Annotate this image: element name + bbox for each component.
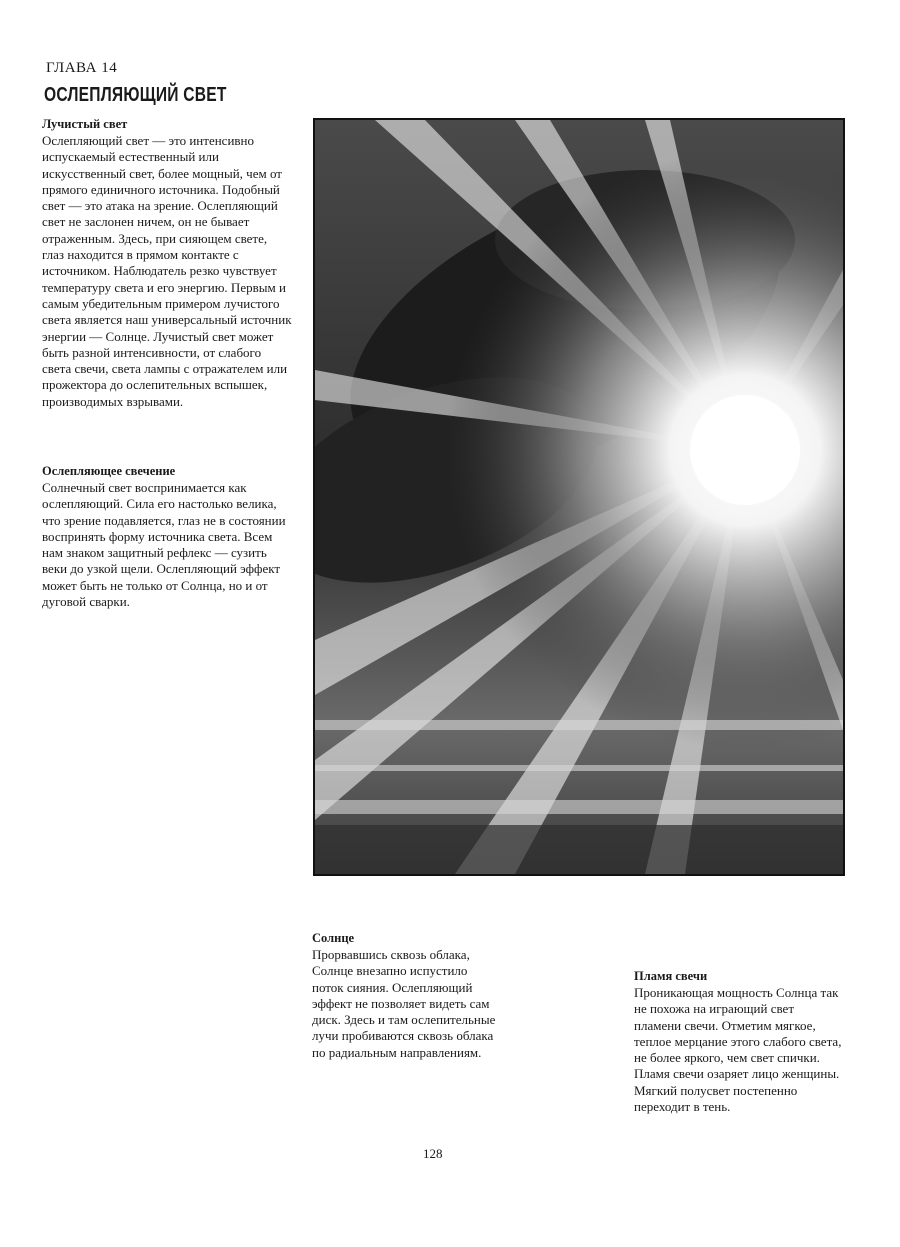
chapter-title: ОСЛЕПЛЯЮЩИЙ СВЕТ (44, 84, 227, 106)
sun-through-clouds-illustration (313, 118, 845, 876)
section-body: Ослепляющий свет — это интенсивно испускаемый естественный или искусственный свет, более мощный, чем от прямого единичного источника. Подобный свет — это атака на зрение. Ослепляющий свет не заслонен ничем, он не бывает отраженным. Здесь, при сияющем свете, глаз находится в прямом контакте с источником. Наблюдатель резко чувствует температуру света и его энергию. Первым и самым убедительным примером лучистого света является наш универсальный источник энергии — Солнце. Лучистый свет может быть разной интенсивности, от слабого света свечи, света лампы с отражателем или прожектора до ослепительных вспышек, производимых взрывами. (42, 133, 292, 409)
section-heading: Лучистый свет (42, 117, 128, 131)
sun-rays-drawing (315, 120, 843, 874)
chapter-label: ГЛАВА 14 (46, 60, 118, 76)
section-heading: Ослепляющее свечение (42, 464, 176, 478)
caption-body: Прорвавшись сквозь облака, Солнце внезапно испустило поток сияния. Ослепляющий эффект не позволяет видеть сам диск. Здесь и там ослепительные лучи пробиваются сквозь облака по радиальным направлениям. (312, 947, 496, 1060)
page-number: 128 (423, 1146, 443, 1161)
section-body: Солнечный свет воспринимается как ослепляющий. Сила его настолько велика, что зрение подавляется, глаз не в состоянии воспринять форму источника света. Всем нам знаком защитный рефлекс — сузить веки до узкой щели. Ослепляющий эффект может быть не только от Солнца, но и от дуговой сварки. (42, 480, 286, 610)
caption-candle (634, 968, 844, 1115)
caption-heading: Пламя свечи (634, 969, 708, 983)
section-radiant-light (42, 116, 292, 410)
caption-heading: Солнце (312, 931, 355, 945)
caption-sun (312, 930, 502, 1061)
section-glare (42, 463, 292, 610)
caption-body: Проникающая мощность Солнца так не похожа на играющий свет пламени свечи. Отметим мягкое, теплое мерцание этого слабого света, не более яркого, чем свет спички. Пламя свечи озаряет лицо женщины. Мягкий полусвет постепенно переходит в тень. (634, 985, 842, 1115)
